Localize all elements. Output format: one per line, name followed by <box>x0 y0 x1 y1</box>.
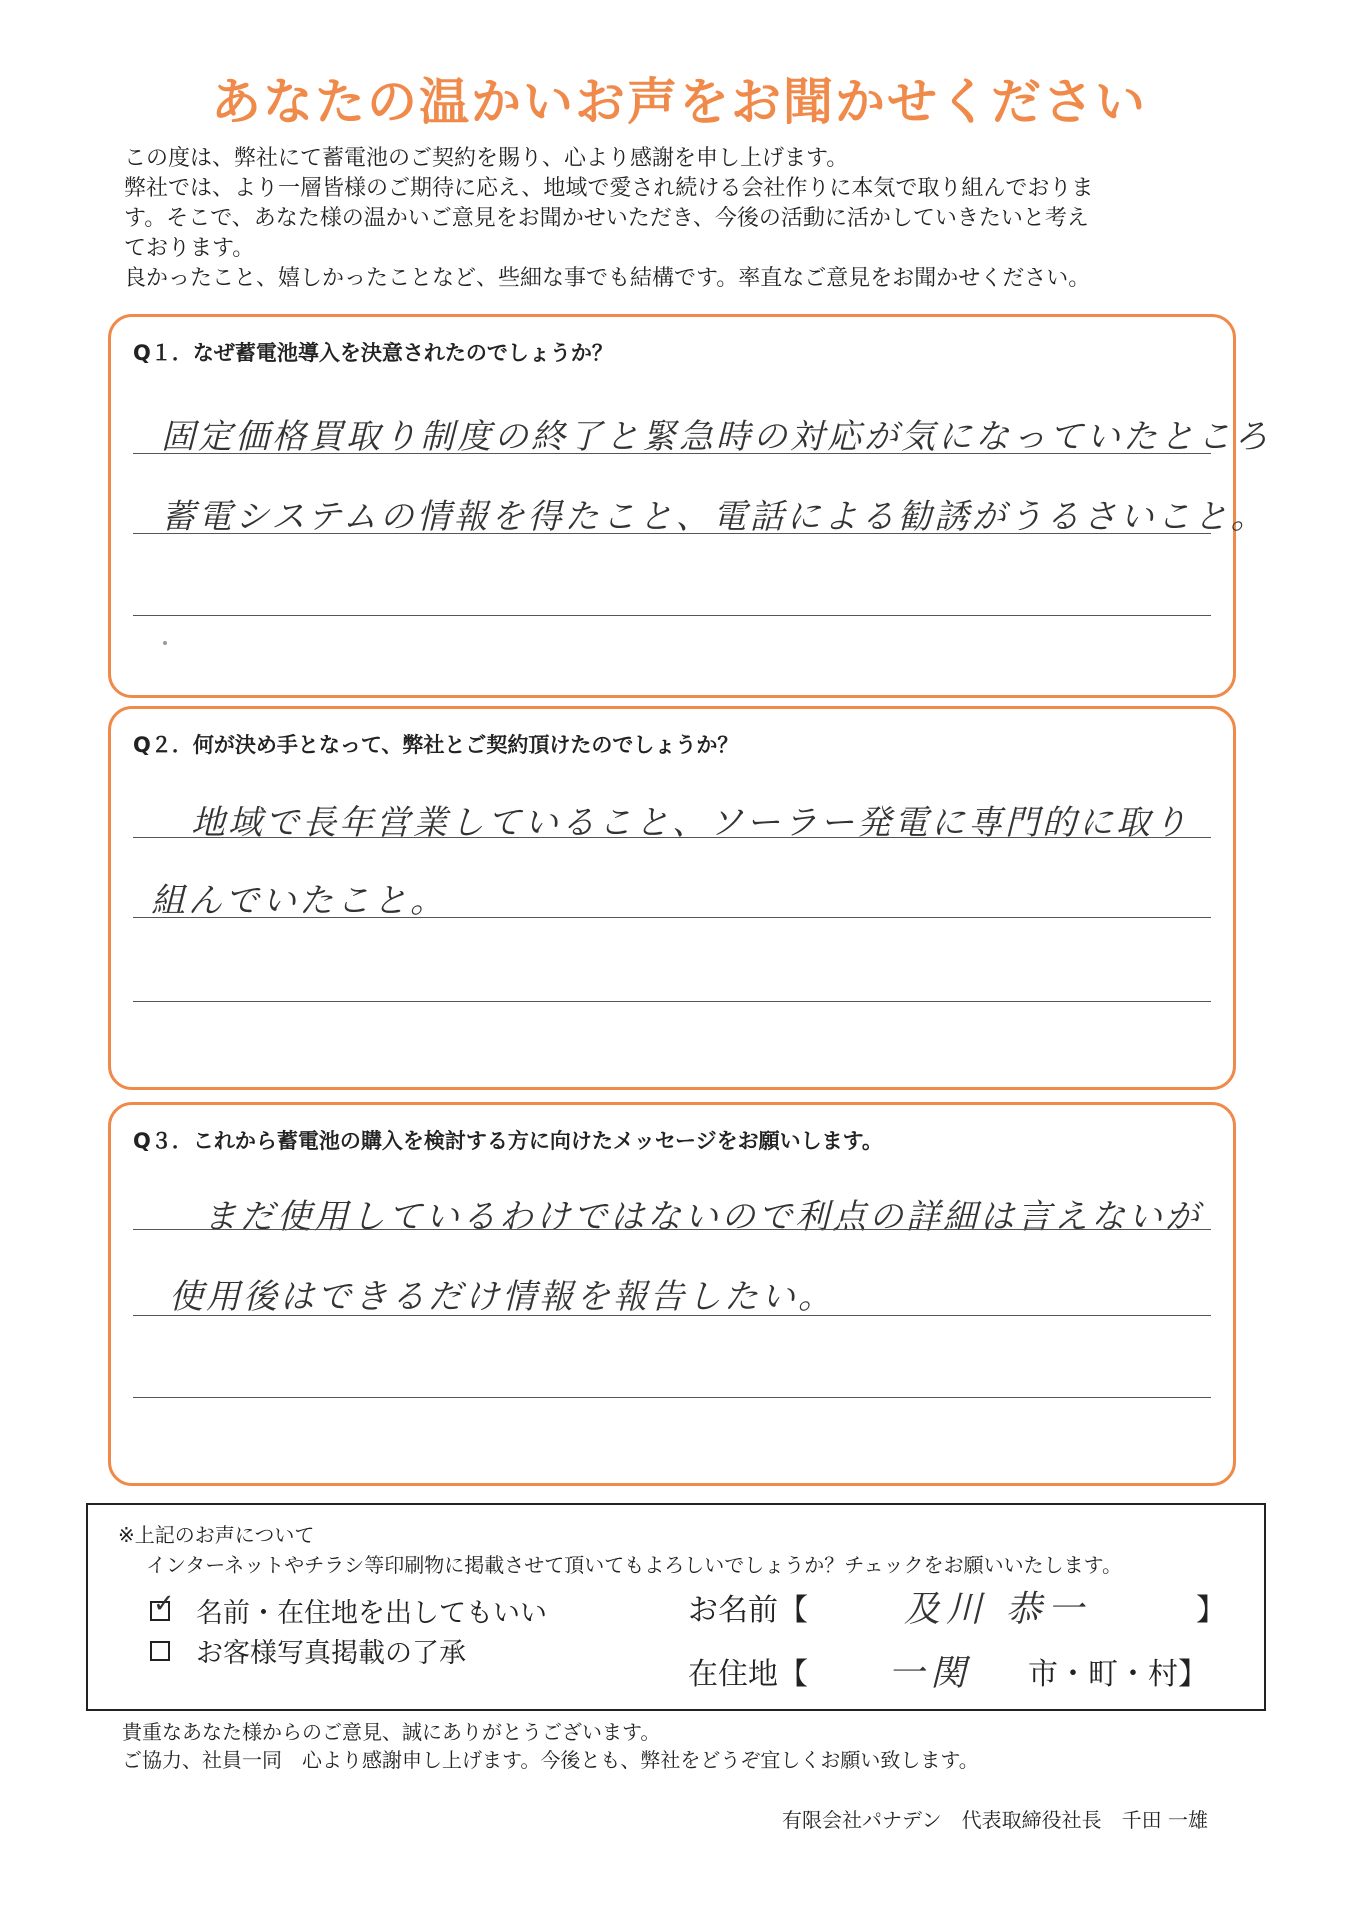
consent-option-photo[interactable] <box>150 1631 466 1670</box>
intro-line: す。そこで、あなた様の温かいご意見をお聞かせいただき、今後の活動に活かしていきたいと考え <box>124 206 1089 231</box>
answer-line <box>133 615 1211 616</box>
intro-line: この度は、弊社にて蓄電池のご契約を賜り、心より感謝を申し上げます。 <box>124 146 849 171</box>
question-label: Q３．これから蓄電池の購入を検討する方に向けたメッセージをお願いします。 <box>133 1129 883 1153</box>
answer-line <box>133 533 1211 534</box>
option-label: お客様写真掲載の了承 <box>196 1638 466 1669</box>
address-label: 在住地【 <box>688 1657 808 1692</box>
checkbox[interactable] <box>150 1641 170 1661</box>
address-suffix: 市・町・村】 <box>1028 1657 1208 1692</box>
intro-line: 良かったこと、嬉しかったことなど、些細な事でも結構です。率直なご意見をお聞かせください。 <box>124 266 1091 291</box>
company-signature: 有限会社パナデン 代表取締役社長 千田 一雄 <box>782 1808 1208 1832</box>
consent-note-title: ※上記のお声について <box>118 1523 315 1547</box>
question-box-q3 <box>108 1102 1236 1486</box>
consent-option-publish-name[interactable] <box>150 1588 547 1630</box>
checkmark-icon: ✓ <box>153 1588 175 1619</box>
name-label: お名前【 <box>688 1593 808 1628</box>
handwritten-answer: 使用後はできるだけ情報を報告したい。 <box>169 1277 835 1317</box>
consent-note-body: インターネットやチラシ等印刷物に掲載させて頂いてもよろしいでしょうか？チェックをお願いいたします。 <box>146 1553 1122 1577</box>
handwritten-answer: 地域で長年営業していること、ソーラー発電に専門的に取り <box>191 803 1190 843</box>
question-label: Q１．なぜ蓄電池導入を決意されたのでしょうか？ <box>133 341 613 365</box>
intro-line: 弊社では、より一層皆様のご期待に応え、地域で愛され続ける会社作りに本気で取り組んでおりま <box>124 176 1094 201</box>
option-label: 名前・在住地を出してもいい <box>196 1598 547 1629</box>
page-title: あなたの温かいお声をお聞かせください <box>211 73 1147 131</box>
consent-section <box>86 1503 1266 1711</box>
handwritten-answer: まだ使用しているわけではないので利点の詳細は言えないが <box>203 1197 1202 1237</box>
name-value: 及川 恭一 <box>904 1589 1090 1630</box>
answer-line <box>133 1315 1211 1316</box>
answer-line <box>133 1229 1211 1230</box>
address-value: 一関 <box>888 1653 973 1694</box>
footer-text <box>122 1718 979 1774</box>
scan-speck <box>163 641 167 645</box>
intro-text <box>124 144 1244 294</box>
intro-line: ております。 <box>124 236 255 261</box>
handwritten-answer: 組んでいたこと。 <box>151 881 447 921</box>
handwritten-answer: 蓄電システムの情報を得たこと、電話による勧誘がうるさいこと。 <box>161 497 1268 537</box>
footer-line: 貴重なあなた様からのご意見、誠にありがとうございます。 <box>122 1720 661 1744</box>
answer-line <box>133 917 1211 918</box>
answer-line <box>133 1397 1211 1398</box>
question-box-q1 <box>108 314 1271 698</box>
answer-line <box>133 1001 1211 1002</box>
question-label: Q２．何が決め手となって、弊社とご契約頂けたのでしょうか？ <box>133 733 739 757</box>
question-box-q2 <box>108 706 1236 1090</box>
checkbox[interactable] <box>150 1588 175 1621</box>
answer-line <box>133 453 1211 454</box>
name-bracket-close: 】 <box>1196 1593 1226 1628</box>
footer-line: ご協力、社員一同 心より感謝申し上げます。今後とも、弊社をどうぞ宜しくお願い致します。 <box>122 1748 979 1772</box>
answer-line <box>133 837 1211 838</box>
handwritten-answer: 固定価格買取り制度の終了と緊急時の対応が気になっていたところ <box>161 417 1271 457</box>
